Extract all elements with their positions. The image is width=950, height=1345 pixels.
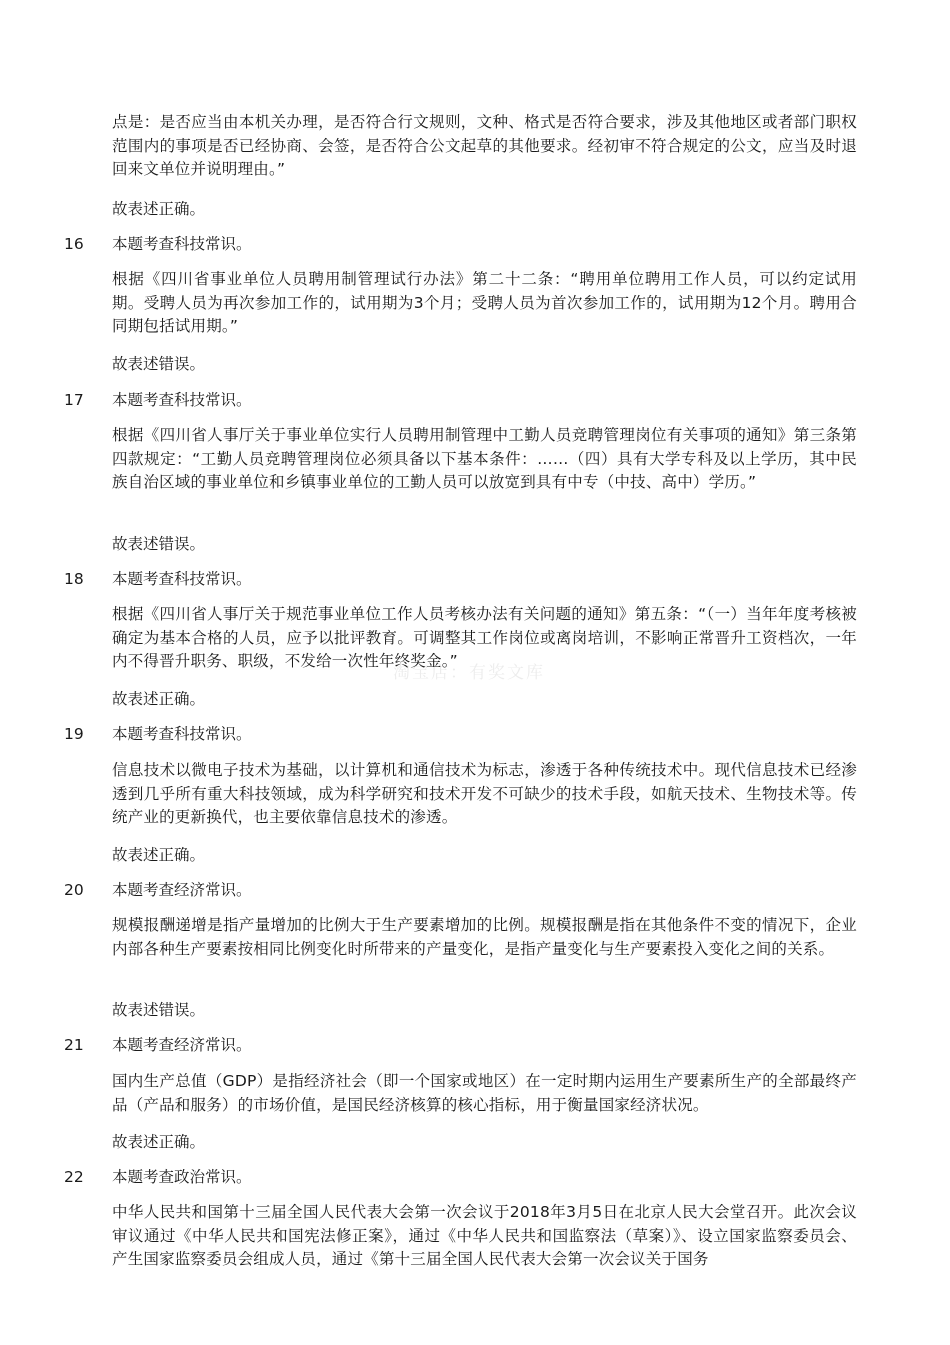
item-conclusion: 故表述错误。 — [112, 1001, 206, 1019]
item-number: 20 — [64, 881, 84, 899]
item-heading: 本题考查科技常识。 — [112, 235, 252, 253]
item-heading: 本题考查科技常识。 — [112, 725, 252, 743]
item-body: 国内生产总值（GDP）是指经济社会（即一个国家或地区）在一定时期内运用生产要素所生产的全部最终产品（产品和服务）的市场价值，是国民经济核算的核心指标，用于衡量国家经济状况。 — [112, 1072, 857, 1114]
item-body: 中华人民共和国第十三届全国人民代表大会第一次会议于2018年3月5日在北京人民大会堂召开。此次会议审议通过《中华人民共和国宪法修正案》，通过《中华人民共和国监察法（草案）》、设立国家监察委员会、产生国家监察委员会组成人员，通过《第十三届全国人民代表大会第一次会议关于国务 — [112, 1203, 857, 1268]
watermark: 淘宝店：有奖文库 — [393, 663, 545, 683]
item-number: 18 — [64, 570, 84, 588]
item-heading: 本题考查经济常识。 — [112, 1036, 252, 1054]
item-body: 根据《四川省人事厅关于规范事业单位工作人员考核办法有关问题的通知》第五条：“（一）当年年度考核被确定为基本合格的人员，应予以批评教育。可调整其工作岗位或离岗培训，不影响正常晋升工资档次，一年内不得晋升职务、职级，不发给一次性年终奖金。” — [112, 605, 857, 670]
item-conclusion: 故表述正确。 — [112, 690, 206, 708]
item-heading: 本题考查经济常识。 — [112, 881, 252, 899]
item-conclusion: 故表述错误。 — [112, 535, 206, 553]
item-heading: 本题考查科技常识。 — [112, 570, 252, 588]
item-number: 17 — [64, 391, 84, 409]
item-conclusion: 故表述正确。 — [112, 846, 206, 864]
item-conclusion: 故表述错误。 — [112, 355, 206, 373]
intro-paragraph: 点是：是否应当由本机关办理，是否符合行文规则，文种、格式是否符合要求，涉及其他地区或者部门职权范围内的事项是否已经协商、会签，是否符合公文起草的其他要求。经初审不符合规定的公文，应当及时退回来文单位并说明理由。” — [112, 113, 857, 178]
intro-conclusion: 故表述正确。 — [112, 200, 206, 218]
item-number: 22 — [64, 1168, 84, 1186]
item-number: 16 — [64, 235, 84, 253]
item-heading: 本题考查政治常识。 — [112, 1168, 252, 1186]
item-body: 根据《四川省人事厅关于事业单位实行人员聘用制管理中工勤人员竞聘管理岗位有关事项的通知》第三条第四款规定：“工勤人员竞聘管理岗位必须具备以下基本条件：……（四）具有大学专科及以上学历，其中民族自治区域的事业单位和乡镇事业单位的工勤人员可以放宽到具有中专（中技、高中）学历。” — [112, 426, 857, 491]
item-heading: 本题考查科技常识。 — [112, 391, 252, 409]
item-number: 21 — [64, 1036, 84, 1054]
item-body: 根据《四川省事业单位人员聘用制管理试行办法》第二十二条：“聘用单位聘用工作人员，可以约定试用期。受聘人员为再次参加工作的，试用期为3个月；受聘人员为首次参加工作的，试用期为12个月。聘用合同期包括试用期。” — [112, 270, 857, 335]
item-body: 信息技术以微电子技术为基础，以计算机和通信技术为标志，渗透于各种传统技术中。现代信息技术已经渗透到几乎所有重大科技领域，成为科学研究和技术开发不可缺少的技术手段，如航天技术、生物技术等。传统产业的更新换代，也主要依靠信息技术的渗透。 — [112, 761, 857, 826]
item-number: 19 — [64, 725, 84, 743]
item-body: 规模报酬递增是指产量增加的比例大于生产要素增加的比例。规模报酬是指在其他条件不变的情况下，企业内部各种生产要素按相同比例变化时所带来的产量变化，是指产量变化与生产要素投入变化之间的关系。 — [112, 916, 857, 958]
item-conclusion: 故表述正确。 — [112, 1133, 206, 1151]
